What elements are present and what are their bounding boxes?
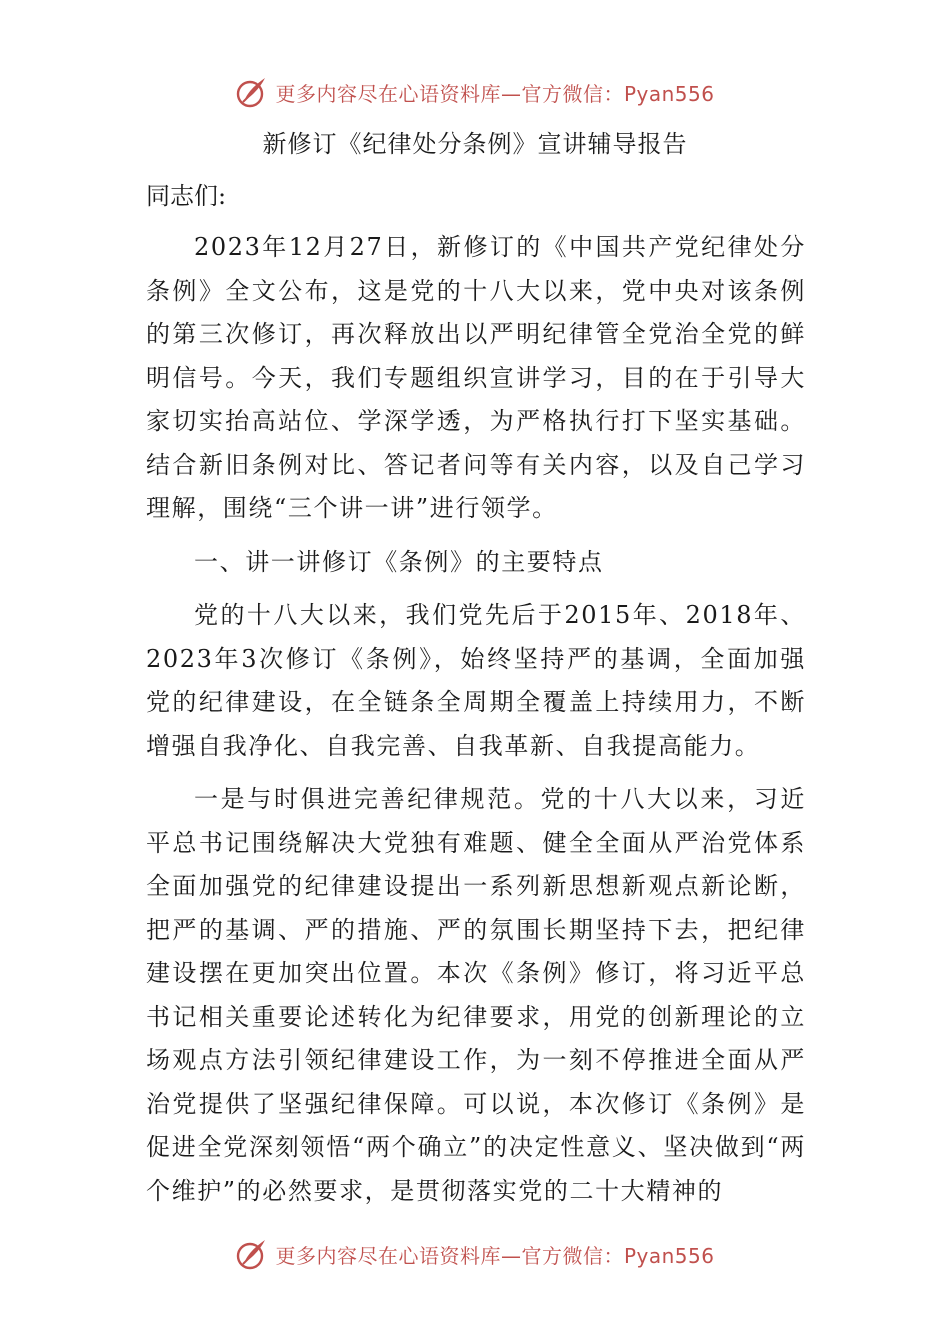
paragraph-point-1: 一是与时俱进完善纪律规范。党的十八大以来，习近平总书记围绕解决大党独有难题、健全全面从严治党体系全面加强党的纪律建设提出一系列新思想新观点新论断，把严的基调、严的措施、严的氛围长期坚持下去，把纪律建设摆在更加突出位置。本次《条例》修订，将习近平总书记相关重要论述转化为纪律要求，用党的创新理论的立场观点方法引领纪律建设工作，为一刻不停推进全面从严治党提供了坚强纪律保障。可以说，本次修订《条例》是促进全党深刻领悟“两个确立”的决定性意义、坚决做到“两个维护”的必然要求，是贯彻落实党的二十大精神的 <box>146 785 806 1205</box>
salutation: 同志们: <box>146 182 227 210</box>
paragraph-history: 党的十八大以来，我们党先后于2015年、2018年、2023年3次修订《条例》，始终坚持严的基调，全面加强党的纪律建设，在全链条全周期全覆盖上持续用力，不断增强自我净化、自我完善、自我革新、自我提高能力。 <box>146 601 806 760</box>
watermark-header <box>0 72 950 112</box>
quill-logo-icon <box>235 75 269 109</box>
watermark-text: 更多内容尽在心语资料库—官方微信：Pyan556 <box>275 1243 715 1268</box>
paragraph-intro: 2023年12月27日，新修订的《中国共产党纪律处分条例》全文公布，这是党的十八大以来，党中央对该条例的第三次修订，再次释放出以严明纪律管全党治全党的鲜明信号。今天，我们专题组织宣讲学习，目的在于引导大家切实抬高站位、学深学透，为严格执行打下坚实基础。结合新旧条例对比、答记者问等有关内容，以及自己学习理解，围绕“三个讲一讲”进行领学。 <box>146 233 806 522</box>
document-title: 新修订《纪律处分条例》宣讲辅导报告 <box>262 130 688 158</box>
watermark-text: 更多内容尽在心语资料库—官方微信：Pyan556 <box>275 81 715 106</box>
document-body <box>146 226 806 1223</box>
section-heading-1: 一、讲一讲修订《条例》的主要特点 <box>194 547 604 576</box>
watermark-footer <box>0 1234 950 1274</box>
quill-logo-icon <box>235 1237 269 1271</box>
